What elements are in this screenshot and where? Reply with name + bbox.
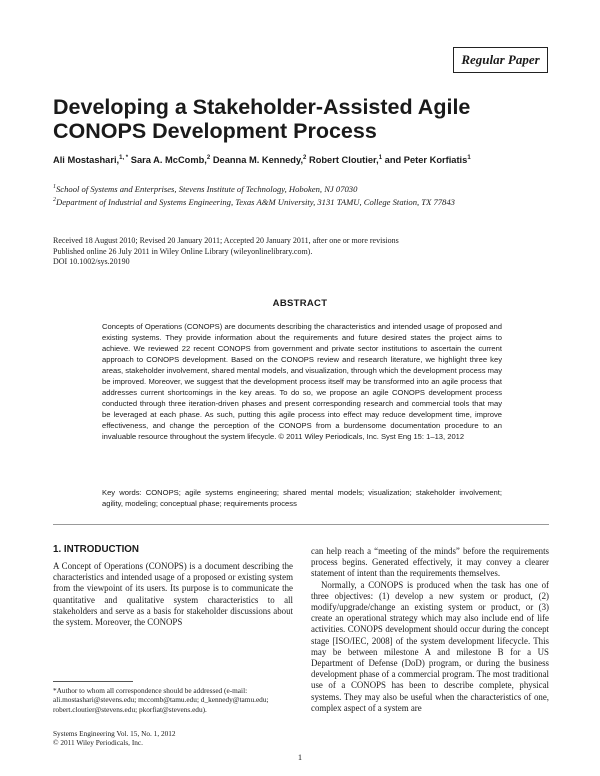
body-paragraph: Normally, a CONOPS is produced when the task has one of three objectives: (1) develop a new system or product, (2) modify/upgrade/change an existing system or product, or (3) create an operational strategy which may also include end of life activities. CONOPS development should occur during the concept stage [ISO/IEC, 2008] of the system development lifecycle. This may be between milestone A and milestone B for a US Department of Defense (DoD) program, or during the business development phase of a commercial program. The most traditional use of a CONOPS has been to describe complete, physical systems. They may also be useful when the characteristics of one, complex aspect of a system are [311, 579, 549, 713]
right-column [311, 546, 549, 714]
paper-title: Developing a Stakeholder-Assisted Agile CONOPS Development Process [53, 95, 471, 143]
author-list [53, 155, 573, 165]
footnote: *Author to whom all correspondence should be addressed (e-mail: ali.mostashari@stevens.edu; mccomb@tamu.edu; d_kennedy@tamu.edu; robert.cloutier@stevens.edu; pkorfiat@stevens.edu). [53, 686, 269, 714]
abstract-text: Concepts of Operations (CONOPS) are documents describing the characteristics and intended usage of proposed and existing systems. They provide information about the requirements and future desired states the project aims to achieve. We reviewed 22 recent CONOPS from government and private sector institutions to ascertain the current approach to CONOPS development. Based on the CONOPS review and research literature, we highlight three key areas, stakeholder involvement, shared mental models, and visualization, through which the development process may be improved. Moreover, we suggest that the development process itself may be transformed into an agile process that addresses current shortcomings in the key areas. To do so, we propose an agile CONOPS development process conducted through three iteration-driven phases and present corresponding research and commercial tools that may be leveraged at each phase. As such, putting this agile process into effect may reduce development time, improve effectiveness, and change the perception of the CONOPS from a burdensome documentation procedure to an invaluable resource throughout the system lifecycle. © 2011 Wiley Periodicals, Inc. Syst Eng 15: 1–13, 2012 [102, 322, 502, 442]
affiliation: $^2$Department of Industrial and Systems Engineering, Texas A&M University, 3131 TAMU, College Station, TX 77843 [53, 197, 455, 207]
body-paragraph: A Concept of Operations (CONOPS) is a document describing the characteristics and intended usage of a proposed or existing system from the viewpoint of its users. Its purpose is to communicate the quantitative and qualitative system characteristics to all stakeholders and serve as a basis for stakeholder discussions about the system. Moreover, the CONOPS [53, 561, 293, 628]
journal-citation: Systems Engineering Vol. 15, No. 1, 2012 [53, 729, 176, 738]
publication-history [53, 236, 573, 268]
footnote-rule [53, 681, 133, 682]
left-column [53, 561, 293, 628]
author: Deanna M. Kennedy,$^2$ [212, 155, 307, 166]
author: and Peter Korfiatis$^1$ [384, 155, 471, 166]
section-heading: 1. INTRODUCTION [53, 544, 139, 555]
body-paragraph: can help reach a “meeting of the minds” before the requirements process begins. Generated effectively, it may convey a clearer statement of intent than the requirements themselves. [311, 546, 549, 579]
copyright: © 2011 Wiley Periodicals, Inc. [53, 738, 143, 748]
affiliation: $^1$School of Systems and Enterprises, Stevens Institute of Technology, Hoboken, NJ 07030 [53, 184, 358, 194]
paper-type-badge: Regular Paper [453, 47, 548, 73]
author: Sara A. McComb,$^2$ [130, 155, 211, 166]
section-divider [53, 524, 549, 525]
journal-info [53, 729, 293, 748]
author: Robert Cloutier,$^1$ [308, 155, 383, 166]
received-dates: Received 18 August 2010; Revised 20 January 2011; Accepted 20 January 2011, after one or more revisions [53, 236, 399, 245]
published-online: Published online 26 July 2011 in Wiley Online Library (wileyonlinelibrary.com). [53, 246, 313, 256]
doi: DOI 10.1002/sys.20190 [53, 257, 130, 267]
keywords: Key words: CONOPS; agile systems engineering; shared mental models; visualization; stakeholder involvement; agility, modeling; conceptual phase; requirements process [102, 488, 502, 509]
page-number: 1 [297, 752, 303, 762]
author: Ali Mostashari,$^{1, *}$ [53, 155, 129, 166]
abstract-heading: ABSTRACT [272, 298, 328, 309]
